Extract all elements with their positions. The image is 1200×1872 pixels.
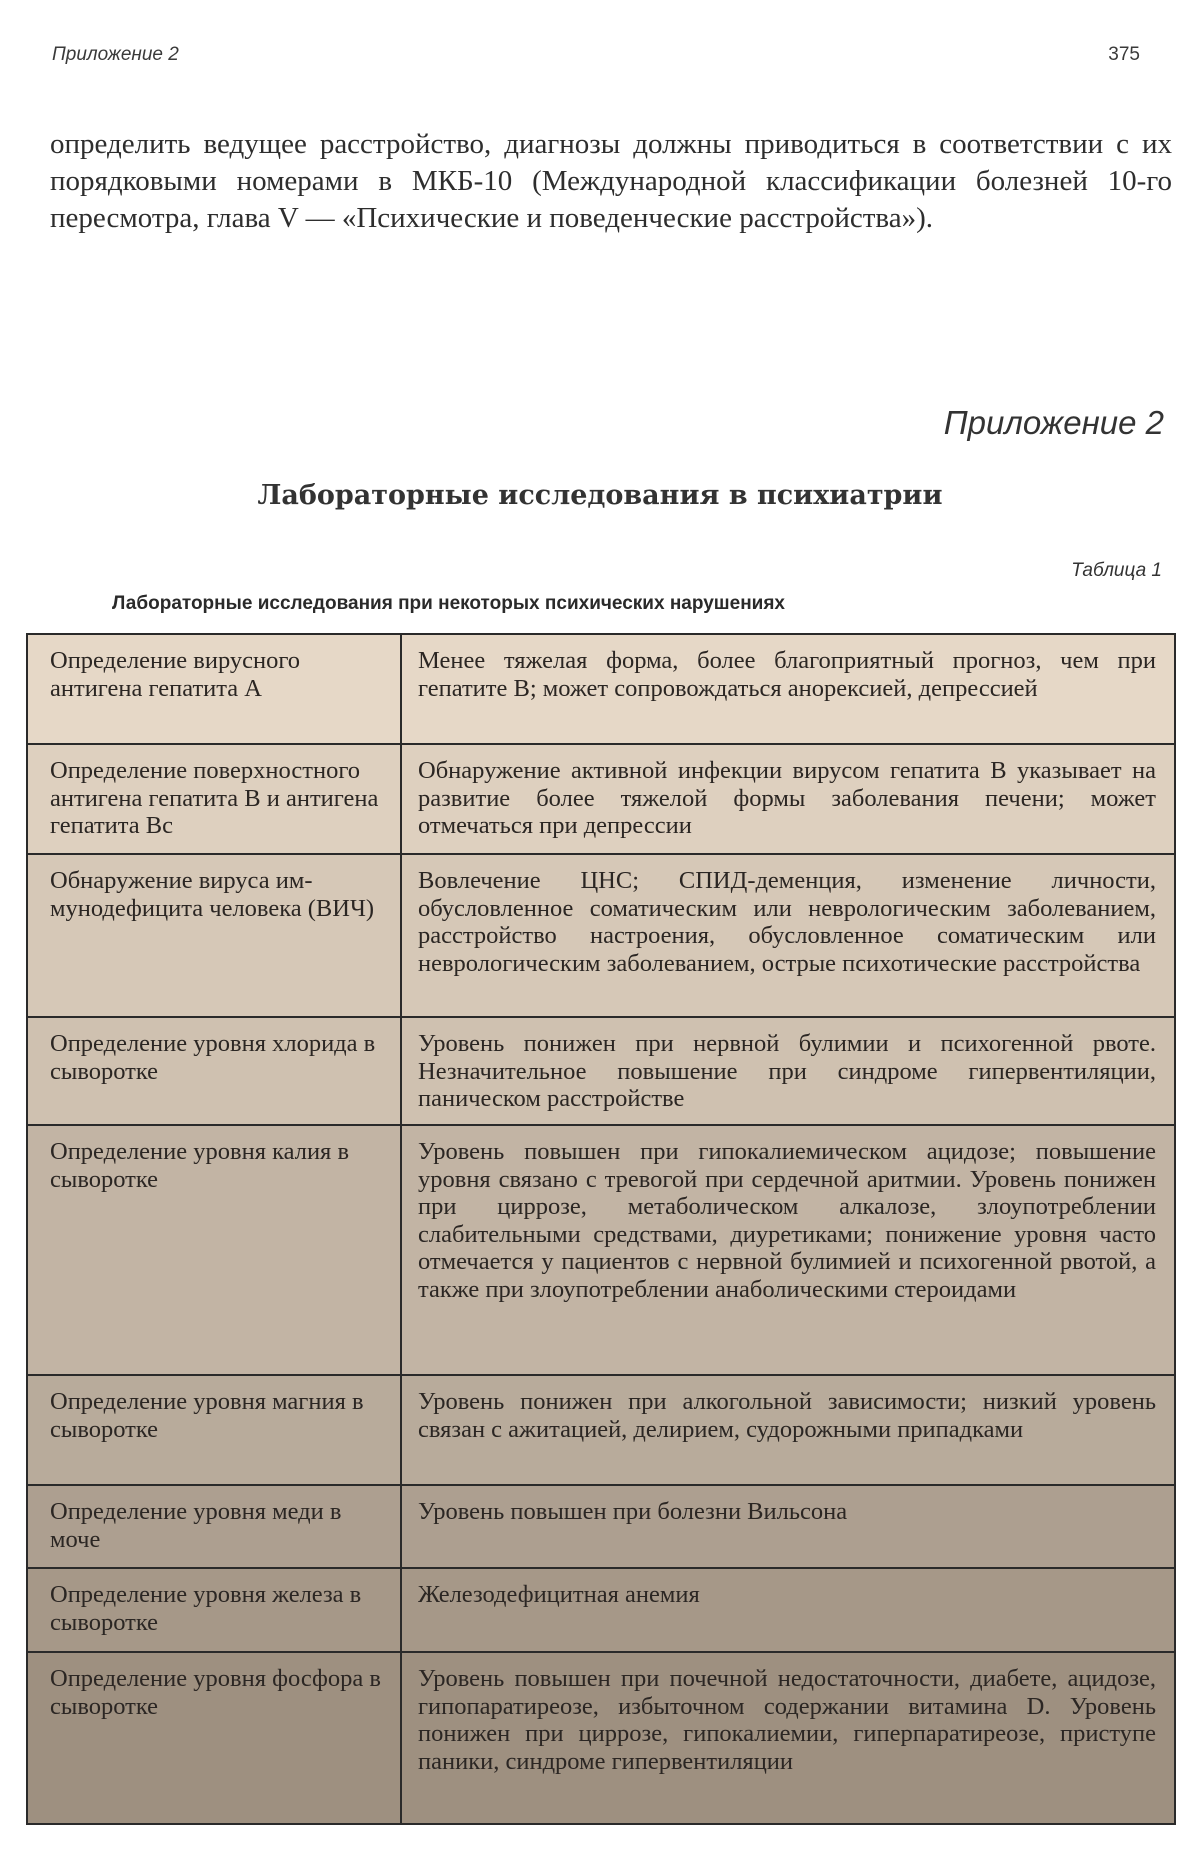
table-row <box>27 1652 1175 1824</box>
lab-tests-table <box>26 633 1176 1825</box>
description-cell: Вовлечение ЦНС; СПИД-деменция, изменение личности, обусловленное соматическим или неврологическим заболеванием, расстройство настроения, обусловленное соматическим или неврологическим заболеванием, острые психотические расстройства <box>401 854 1175 1017</box>
running-header-section: Приложение 2 <box>52 44 179 65</box>
table-row <box>27 1568 1175 1652</box>
table-row <box>27 634 1175 744</box>
test-name-cell: Определение уровня калия в сыворотке <box>27 1125 401 1375</box>
table-row <box>27 1017 1175 1125</box>
test-name-cell: Определение уровня хлорида в сыворотке <box>27 1017 401 1125</box>
table-row <box>27 744 1175 854</box>
intro-paragraph: определить ведущее расстройство, диагнозы должны приводиться в соответствии с их порядковыми номерами в МКБ-10 (Международной классификации болезней 10-го пересмотра, глава V — «Психические и поведенческие расстройства»). <box>50 128 1172 234</box>
description-cell: Уровень повышен при почечной недостаточности, диабете, ацидозе, гипопаратиреозе, избыточном содержании витамина D. Уровень понижен при циррозе, гипокалиемии, гиперпаратиреозе, приступе паники, синдроме гипервентиляции <box>401 1652 1175 1824</box>
description-cell: Железодефицитная анемия <box>401 1568 1175 1652</box>
table-number: Таблица 1 <box>1071 560 1162 581</box>
table-row <box>27 1125 1175 1375</box>
page-number: 375 <box>1108 44 1140 65</box>
appendix-heading: Приложение 2 <box>943 404 1164 441</box>
test-name-cell: Определение уровня магния в сыворотке <box>27 1375 401 1485</box>
test-name-cell: Определение вирусного антигена гепатита А <box>27 634 401 744</box>
description-cell: Уровень понижен при нервной булимии и психогенной рвоте. Незначительное повышение при синдроме гипервентиляции, паническом расстройстве <box>401 1017 1175 1125</box>
table-row <box>27 854 1175 1017</box>
test-name-cell: Обнаружение вируса иммунодефицита человека (ВИЧ) <box>27 854 401 1017</box>
description-cell: Менее тяжелая форма, более благоприятный прогноз, чем при гепатите В; может сопровождаться анорексией, депрессией <box>401 634 1175 744</box>
description-cell: Уровень понижен при алкогольной зависимости; низкий уровень связан с ажитацией, делирием, судорожными припадками <box>401 1375 1175 1485</box>
test-name-cell: Определение уровня фосфора в сыворотке <box>27 1652 401 1824</box>
description-cell: Обнаружение активной инфекции вирусом гепатита В указывает на развитие более тяжелой формы заболевания печени; может отмечаться при депрессии <box>401 744 1175 854</box>
description-cell: Уровень повышен при гипокалиемическом ацидозе; повышение уровня связано с тревогой при сердечной аритмии. Уровень понижен при циррозе, метаболическом алкалозе, злоупотреблении слабительными средствами, диуретиками; понижение уровня часто отмечается у пациентов с нервной булимией и психогенной рвотой, а также при злоупотреблении анаболическими стероидами <box>401 1125 1175 1375</box>
table-row <box>27 1485 1175 1568</box>
description-cell: Уровень повышен при болезни Вильсона <box>401 1485 1175 1568</box>
test-name-cell: Определение уровня железа в сыворотке <box>27 1568 401 1652</box>
page-title: Лабораторные исследования в психиатрии <box>257 480 943 511</box>
running-header <box>52 44 1152 68</box>
table-row <box>27 1375 1175 1485</box>
test-name-cell: Определение поверхностного антигена гепатита В и антигена гепатита Вс <box>27 744 401 854</box>
table-caption: Лабораторные исследования при некоторых психических нарушениях <box>112 593 785 614</box>
test-name-cell: Определение уровня меди в моче <box>27 1485 401 1568</box>
